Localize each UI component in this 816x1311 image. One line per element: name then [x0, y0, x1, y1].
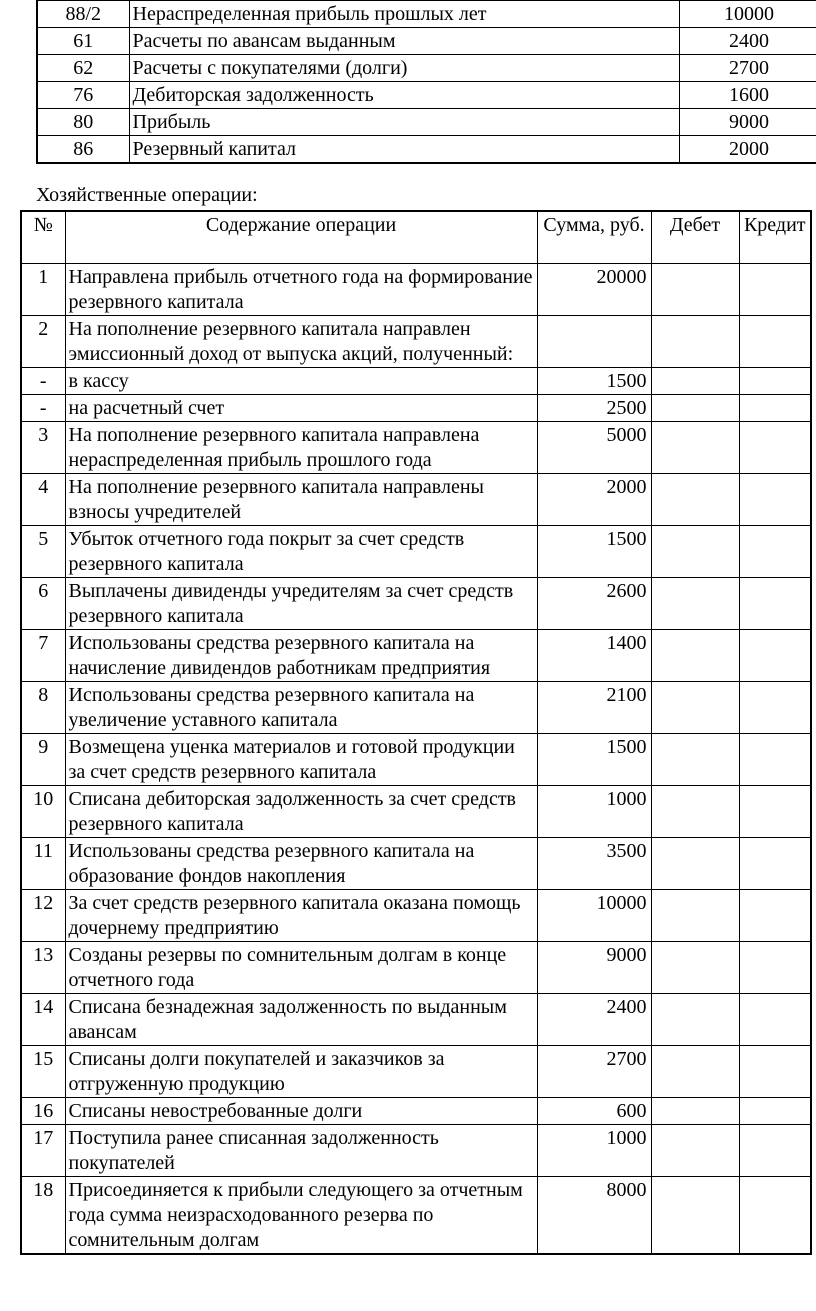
operation-text: на расчетный счет	[65, 395, 537, 422]
account-amount: 2700	[679, 55, 816, 82]
operation-credit-cell[interactable]	[739, 682, 811, 734]
operation-sum: 2400	[537, 994, 651, 1046]
operation-text: в кассу	[65, 368, 537, 395]
operation-debit-cell[interactable]	[651, 474, 739, 526]
operation-row	[21, 395, 811, 422]
operation-sum: 8000	[537, 1177, 651, 1255]
operation-sum: 1400	[537, 630, 651, 682]
account-row	[37, 28, 816, 55]
operation-row	[21, 630, 811, 682]
operation-sum: 2100	[537, 682, 651, 734]
account-name: Прибыль	[129, 109, 679, 136]
operation-credit-cell[interactable]	[739, 890, 811, 942]
operation-text: Поступила ранее списанная задолженность покупателей	[65, 1125, 537, 1177]
header-sum: Сумма, руб.	[537, 211, 651, 264]
header-debit: Дебет	[651, 211, 739, 264]
operation-debit-cell[interactable]	[651, 1125, 739, 1177]
operation-debit-cell[interactable]	[651, 1177, 739, 1255]
operation-sum: 2600	[537, 578, 651, 630]
operation-sum: 20000	[537, 264, 651, 316]
account-amount: 1600	[679, 82, 816, 109]
operation-text: Направлена прибыль отчетного года на формирование резервного капитала	[65, 264, 537, 316]
operation-debit-cell[interactable]	[651, 316, 739, 368]
operation-debit-cell[interactable]	[651, 734, 739, 786]
operation-credit-cell[interactable]	[739, 474, 811, 526]
account-code: 86	[37, 136, 129, 164]
operation-text: На пополнение резервного капитала направлена нераспределенная прибыль прошлого года	[65, 422, 537, 474]
operation-credit-cell[interactable]	[739, 422, 811, 474]
operation-num: 7	[21, 630, 65, 682]
operation-credit-cell[interactable]	[739, 264, 811, 316]
account-code: 61	[37, 28, 129, 55]
header-num: №	[21, 211, 65, 264]
operation-sum: 600	[537, 1098, 651, 1125]
operation-row	[21, 890, 811, 942]
operation-sum: 3500	[537, 838, 651, 890]
operations-table	[20, 210, 812, 1255]
operation-num: 16	[21, 1098, 65, 1125]
operation-num: 9	[21, 734, 65, 786]
operation-row	[21, 734, 811, 786]
operation-num: 18	[21, 1177, 65, 1255]
operation-num: 1	[21, 264, 65, 316]
operation-debit-cell[interactable]	[651, 526, 739, 578]
account-row	[37, 55, 816, 82]
operations-header-row	[21, 211, 811, 264]
operation-credit-cell[interactable]	[739, 630, 811, 682]
operation-row	[21, 474, 811, 526]
operation-num: 10	[21, 786, 65, 838]
operation-credit-cell[interactable]	[739, 1098, 811, 1125]
operation-row	[21, 786, 811, 838]
operation-sum: 1500	[537, 526, 651, 578]
account-amount: 2000	[679, 136, 816, 164]
operation-debit-cell[interactable]	[651, 264, 739, 316]
operation-debit-cell[interactable]	[651, 786, 739, 838]
operation-debit-cell[interactable]	[651, 368, 739, 395]
operation-text: За счет средств резервного капитала оказана помощь дочернему предприятию	[65, 890, 537, 942]
operation-credit-cell[interactable]	[739, 395, 811, 422]
operation-row	[21, 316, 811, 368]
operation-row	[21, 422, 811, 474]
operation-text: Возмещена уценка материалов и готовой продукции за счет средств резервного капитала	[65, 734, 537, 786]
operation-num: 17	[21, 1125, 65, 1177]
operation-sum: 2000	[537, 474, 651, 526]
operation-sum: 10000	[537, 890, 651, 942]
operation-credit-cell[interactable]	[739, 316, 811, 368]
operation-credit-cell[interactable]	[739, 1177, 811, 1255]
operation-num: 5	[21, 526, 65, 578]
operation-row	[21, 1177, 811, 1255]
operation-credit-cell[interactable]	[739, 838, 811, 890]
operation-debit-cell[interactable]	[651, 890, 739, 942]
operation-credit-cell[interactable]	[739, 368, 811, 395]
operation-debit-cell[interactable]	[651, 838, 739, 890]
operation-row	[21, 994, 811, 1046]
operation-sum: 5000	[537, 422, 651, 474]
operation-debit-cell[interactable]	[651, 630, 739, 682]
operation-row	[21, 578, 811, 630]
account-name: Нераспределенная прибыль прошлых лет	[129, 1, 679, 28]
operation-num: 14	[21, 994, 65, 1046]
account-name: Дебиторская задолженность	[129, 82, 679, 109]
operation-text: Присоединяется к прибыли следующего за отчетным года сумма неизрасходованного резерва по сомнительным долгам	[65, 1177, 537, 1255]
operation-row	[21, 264, 811, 316]
account-code: 88/2	[37, 1, 129, 28]
operation-text: Использованы средства резервного капитала на увеличение уставного капитала	[65, 682, 537, 734]
operation-debit-cell[interactable]	[651, 942, 739, 994]
operation-sum	[537, 316, 651, 368]
operation-debit-cell[interactable]	[651, 395, 739, 422]
operation-sum: 1000	[537, 786, 651, 838]
operation-sum: 1000	[537, 1125, 651, 1177]
operation-num: 4	[21, 474, 65, 526]
operation-text: Убыток отчетного года покрыт за счет средств резервного капитала	[65, 526, 537, 578]
operation-num: -	[21, 395, 65, 422]
operation-credit-cell[interactable]	[739, 1046, 811, 1098]
operation-debit-cell[interactable]	[651, 578, 739, 630]
operation-text: На пополнение резервного капитала направлены взносы учредителей	[65, 474, 537, 526]
operation-row	[21, 1046, 811, 1098]
operation-num: 12	[21, 890, 65, 942]
operation-num: 11	[21, 838, 65, 890]
operation-num: 3	[21, 422, 65, 474]
operation-text: Списаны долги покупателей и заказчиков за отгруженную продукцию	[65, 1046, 537, 1098]
operation-credit-cell[interactable]	[739, 1125, 811, 1177]
account-code: 80	[37, 109, 129, 136]
operation-credit-cell[interactable]	[739, 734, 811, 786]
operation-text: Списана безнадежная задолженность по выданным авансам	[65, 994, 537, 1046]
account-name: Расчеты с покупателями (долги)	[129, 55, 679, 82]
account-amount: 9000	[679, 109, 816, 136]
operation-row	[21, 682, 811, 734]
operation-num: 2	[21, 316, 65, 368]
operation-debit-cell[interactable]	[651, 422, 739, 474]
account-code: 76	[37, 82, 129, 109]
operation-debit-cell[interactable]	[651, 1098, 739, 1125]
header-credit: Кредит	[739, 211, 811, 264]
operation-debit-cell[interactable]	[651, 682, 739, 734]
operation-text: На пополнение резервного капитала направлен эмиссионный доход от выпуска акций, полученный:	[65, 316, 537, 368]
operation-text: Списаны невостребованные долги	[65, 1098, 537, 1125]
operation-debit-cell[interactable]	[651, 994, 739, 1046]
account-amount: 2400	[679, 28, 816, 55]
account-row	[37, 109, 816, 136]
operation-row	[21, 526, 811, 578]
operation-sum: 1500	[537, 734, 651, 786]
operation-num: 13	[21, 942, 65, 994]
account-row	[37, 1, 816, 28]
operation-num: 8	[21, 682, 65, 734]
operation-row	[21, 942, 811, 994]
operation-sum: 1500	[537, 368, 651, 395]
account-name: Резервный капитал	[129, 136, 679, 164]
operation-credit-cell[interactable]	[739, 994, 811, 1046]
operation-row	[21, 1125, 811, 1177]
operation-num: 6	[21, 578, 65, 630]
operation-credit-cell[interactable]	[739, 526, 811, 578]
operation-sum: 2700	[537, 1046, 651, 1098]
operation-credit-cell[interactable]	[739, 578, 811, 630]
operation-row	[21, 1098, 811, 1125]
account-amount: 10000	[679, 1, 816, 28]
operation-row	[21, 838, 811, 890]
operation-text: Списана дебиторская задолженность за счет средств резервного капитала	[65, 786, 537, 838]
operation-text: Выплачены дивиденды учредителям за счет средств резервного капитала	[65, 578, 537, 630]
operation-debit-cell[interactable]	[651, 1046, 739, 1098]
account-name: Расчеты по авансам выданным	[129, 28, 679, 55]
account-code: 62	[37, 55, 129, 82]
operation-text: Использованы средства резервного капитала на начисление дивидендов работникам предприятия	[65, 630, 537, 682]
operation-credit-cell[interactable]	[739, 942, 811, 994]
operation-sum: 9000	[537, 942, 651, 994]
account-row	[37, 136, 816, 164]
operation-sum: 2500	[537, 395, 651, 422]
operation-num: 15	[21, 1046, 65, 1098]
operation-credit-cell[interactable]	[739, 786, 811, 838]
operation-row	[21, 368, 811, 395]
operation-num: -	[21, 368, 65, 395]
operation-text: Созданы резервы по сомнительным долгам в конце отчетного года	[65, 942, 537, 994]
operations-caption: Хозяйственные операции:	[36, 184, 258, 206]
operation-text: Использованы средства резервного капитала на образование фондов накопления	[65, 838, 537, 890]
header-content: Содержание операции	[65, 211, 537, 264]
accounts-table	[36, 0, 816, 164]
account-row	[37, 82, 816, 109]
